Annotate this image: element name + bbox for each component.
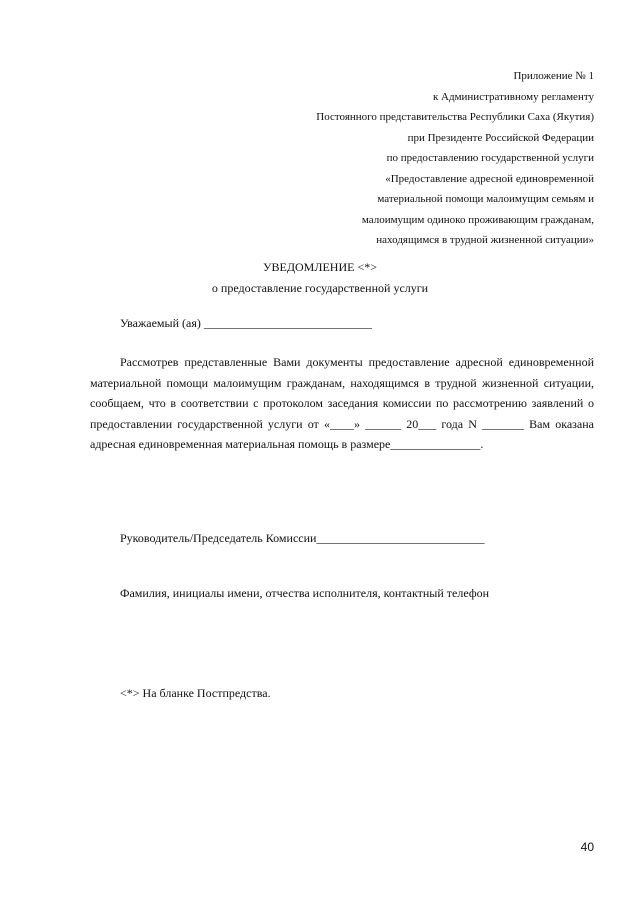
appendix-line: по предоставлению государственной услуги [386, 152, 594, 164]
signature-line: Руководитель/Председатель Комиссии____________________________ [120, 531, 485, 545]
page-number: 40 [580, 840, 594, 854]
appendix-line: малоимущим одиноко проживающим гражданам, [361, 213, 594, 226]
appendix-line: к Административному регламенту [432, 90, 594, 103]
notice-subtitle: о предоставление государственной услуги [211, 281, 429, 295]
notice-body-paragraph: Рассмотрев представленные Вами документы предоставление адресной единовременной материальной помощи малоимущим гражданам, находящимся в трудной жизненной ситуации, сообщаем, что в соответствии с протоколом заседания комиссии по рассмотрению заявлений о предоставлении государственной услуги от «____» ______ 20___ года N _______ Вам оказана адресная единовременная материальная помощь в размере_______________. [90, 355, 594, 452]
appendix-header [174, 66, 594, 251]
salutation-line: Уважаемый (ая) ____________________________ [120, 316, 372, 330]
notice-heading [0, 257, 640, 299]
appendix-line: Приложение № 1 [513, 70, 594, 82]
appendix-line: материальной помощи малоимущим семьям и [377, 193, 594, 205]
executor-line: Фамилия, инициалы имени, отчества исполнителя, контактный телефон [120, 586, 490, 600]
notice-body [90, 352, 594, 455]
appendix-line: Постоянного представительства Республики Саха (Якутия) [316, 111, 594, 123]
appendix-line: «Предоставление адресной единовременной [385, 172, 594, 185]
footnote: <*> На бланке Постпредства. [120, 686, 271, 700]
notice-title: УВЕДОМЛЕНИЕ <*> [262, 260, 378, 274]
appendix-line: при Президенте Российской Федерации [407, 131, 594, 144]
appendix-line: находящимся в трудной жизненной ситуации» [376, 234, 594, 246]
